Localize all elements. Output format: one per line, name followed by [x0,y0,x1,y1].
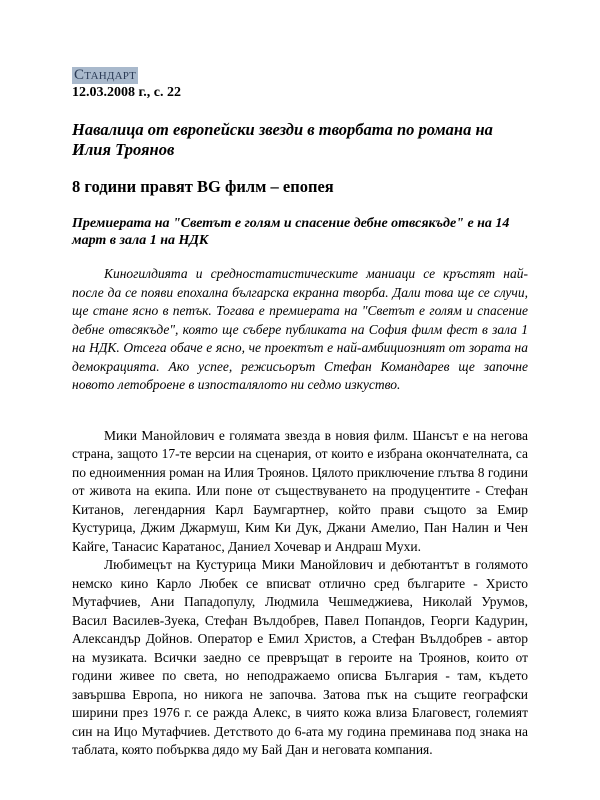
article-lead: Премиерата на "Светът е голям и спасение дебне отвсякъде" е на 14 март в зала 1 на НДК [72,216,510,248]
dateline: 12.03.2008 г., с. 22 [72,85,181,100]
article-subheadline: 8 години правят BG филм – епопея [72,177,334,196]
article-intro: Киногилдията и средностатистическите маниаци се кръстят най-после да се появи епохална българска екранна творба. Дали това ще се случи, ще стане ясно в петък. Тогава е премиерата на "Светът е голям и спасение дебне отвсякъде", която ще събере публиката на София филм фест в зала 1 на НДК. Отсега обаче е ясно, че проектът е най-амбициозният от зората на демокрацията. Ако успее, режисьорът Стефан Командарев ще започне новото летоброене в изпосталялото ни седмо изкуство. [72,266,528,392]
article-headline: Навалица от европейски звезди в творбата по романа на Илия Троянов [72,120,493,159]
publication-logo: Стандарт [74,67,137,83]
article-body [72,427,528,760]
article-page [72,66,528,760]
source-header [72,66,528,101]
body-paragraph: Любимецът на Кустурица Мики Манойлович и дебютантът в голямото немско кино Карло Любек се вписват отлично сред българите - Христо Мутафчиев, Ани Пападопулу, Людмила Чешмеджиева, Николай Урумов, Васил Василев-Зуека, Стефан Вълдобрев, Павел Попандов, Георги Кадурин, Александър Дойнов. Оператор е Емил Христов, а Стефан Вълдобрев - автор на музиката. Всички заедно се превръщат в героите на Троянов, които от години живее по света, но неподражаемо описва България - там, където завършва Европа, но никога не започва. Затова пък на същите географски ширини през 1976 г. се ражда Алекс, в чиято кожа влиза Благовест, големият син на Ицо Мутафчиев. Детството до 6-ата му година преминава под знака на таблата, която побърква дядо му Бай Дан и неговата компания. [72,557,528,757]
body-paragraph: Мики Манойлович е голямата звезда в новия филм. Шансът е на негова страна, защото 17-те версии на сценария, от които е избрана окончателната, са по едноименния роман на Илия Троянов. Цялото приключение глътва 8 години от живота на екипа. Или поне от съществуването на продуцентите - Стефан Китанов, легендарния Карл Баумгартнер, който прави същото за Емир Кустурица, Джим Джармуш, Ким Ки Дук, Джани Амелио, Пан Налин и Чен Кайге, Танасис Каратанос, Даниел Хочевар и Андраш Мухи. [72,427,528,554]
